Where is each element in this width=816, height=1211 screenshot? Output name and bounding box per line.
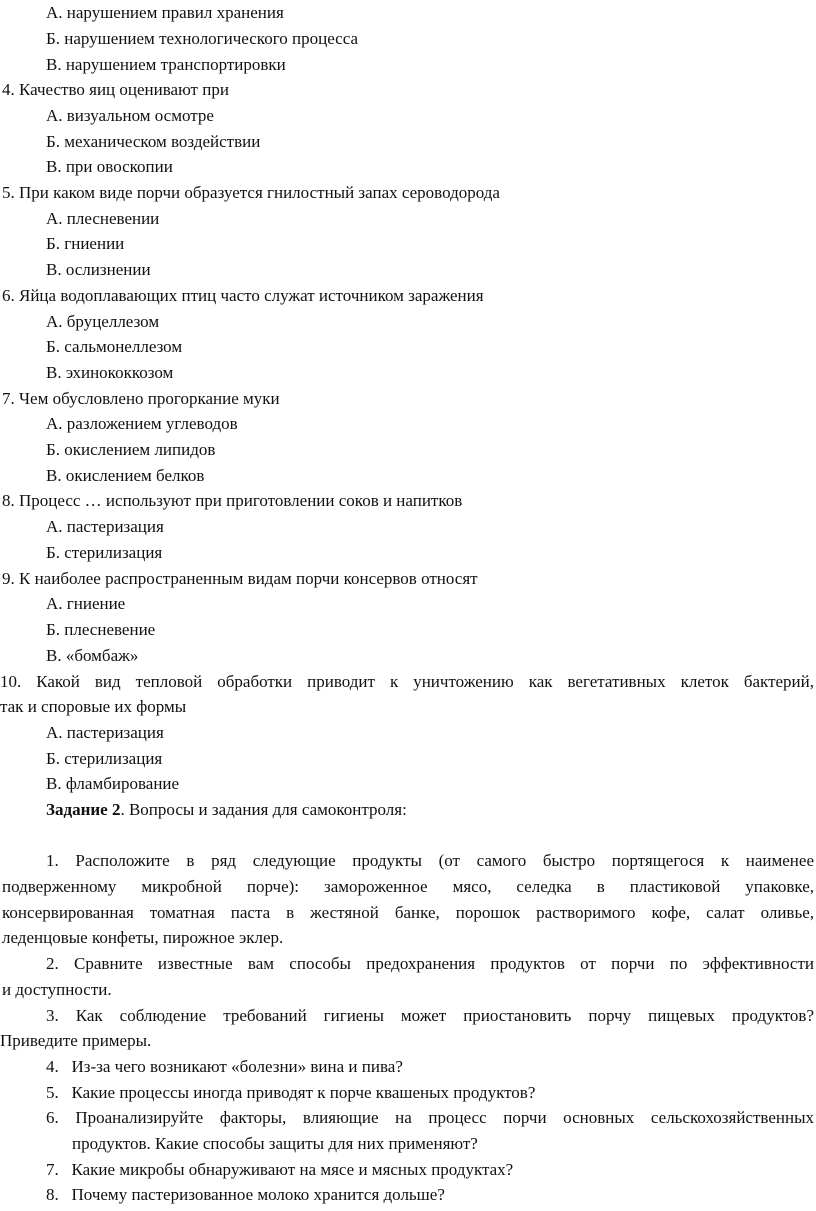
task2-heading-bold: Задание 2 xyxy=(46,800,121,819)
item1-text-line1: Расположите в ряд следующие продукты (от самого быстро портящегося к наименее xyxy=(75,851,814,870)
q4-option-b: Б. механическом воздействии xyxy=(46,132,261,151)
q7-option-c: В. окислением белков xyxy=(46,466,205,485)
item4-number: 4. xyxy=(46,1057,59,1076)
item6-line1 xyxy=(46,1106,814,1130)
item4-text: Из-за чего возникают «болезни» вина и пива? xyxy=(71,1057,403,1076)
item3-line1 xyxy=(46,1004,814,1028)
q4-option-a: А. визуальном осмотре xyxy=(46,106,214,125)
item5-number: 5. xyxy=(46,1083,59,1102)
item6-line2: продуктов. Какие способы защиты для них применяют? xyxy=(72,1134,478,1153)
item2-text-line1: Сравните известные вам способы предохранения продуктов от порчи по эффективности xyxy=(74,954,814,973)
item1-line4: леденцовые конфеты, пирожное эклер. xyxy=(2,928,284,947)
item2-line1 xyxy=(46,952,814,976)
q9-question: 9. К наиболее распространенным видам порчи консервов относят xyxy=(2,569,478,588)
item7-text: Какие микробы обнаруживают на мясе и мясных продуктах? xyxy=(71,1160,514,1179)
q3-option-b: Б. нарушением технологического процесса xyxy=(46,29,359,48)
q3-option-a: А. нарушением правил хранения xyxy=(46,3,284,22)
q10-question-line2: так и споровые их формы xyxy=(0,697,187,716)
q10-option-a: А. пастеризация xyxy=(46,723,164,742)
item7-number: 7. xyxy=(46,1160,59,1179)
q7-option-a: А. разложением углеводов xyxy=(46,414,238,433)
item1-line3: консервированная томатная паста в жестяной банке, порошок растворимого кофе, салат оливье, xyxy=(2,903,814,922)
item4 xyxy=(46,1055,403,1079)
q8-option-a: А. пастеризация xyxy=(46,517,164,536)
q5-option-a: А. плесневении xyxy=(46,209,160,228)
item5 xyxy=(46,1081,535,1105)
q6-question: 6. Яйца водоплавающих птиц часто служат источником заражения xyxy=(2,286,484,305)
q10-option-c: В. фламбирование xyxy=(46,774,180,793)
q8-option-b: Б. стерилизация xyxy=(46,543,163,562)
item1-line2: подверженному микробной порче): замороженное мясо, селедка в пластиковой упаковке, xyxy=(2,877,814,896)
item1-line1 xyxy=(46,849,814,873)
q6-option-b: Б. сальмонеллезом xyxy=(46,337,183,356)
q6-option-c: В. эхинококкозом xyxy=(46,363,174,382)
q9-option-b: Б. плесневение xyxy=(46,620,156,639)
item8-text: Почему пастеризованное молоко хранится дольше? xyxy=(71,1185,445,1204)
q5-question: 5. При каком виде порчи образуется гнилостный запах сероводорода xyxy=(2,183,500,202)
q7-option-b: Б. окислением липидов xyxy=(46,440,216,459)
item6-text-line1: Проанализируйте факторы, влияющие на процесс порчи основных сельскохозяйственных xyxy=(75,1108,814,1127)
q5-option-b: Б. гниении xyxy=(46,234,125,253)
item7 xyxy=(46,1158,513,1182)
item3-number: 3. xyxy=(46,1006,59,1025)
q9-option-a: А. гниение xyxy=(46,594,126,613)
q7-question: 7. Чем обусловлено прогоркание муки xyxy=(2,389,280,408)
q8-question: 8. Процесс … используют при приготовлении соков и напитков xyxy=(2,491,463,510)
q3-option-c: В. нарушением транспортировки xyxy=(46,55,286,74)
task2-heading xyxy=(46,798,407,822)
item1-number: 1. xyxy=(46,851,59,870)
item6-number: 6. xyxy=(46,1108,59,1127)
q4-option-c: В. при овоскопии xyxy=(46,157,173,176)
q6-option-a: А. бруцеллезом xyxy=(46,312,160,331)
item2-number: 2. xyxy=(46,954,59,973)
item3-line2: Приведите примеры. xyxy=(0,1031,152,1050)
item3-text-line1: Как соблюдение требований гигиены может приостановить порчу пищевых продуктов? xyxy=(75,1006,815,1025)
item8 xyxy=(46,1183,445,1207)
q4-question: 4. Качество яиц оценивают при xyxy=(2,80,229,99)
q10-option-b: Б. стерилизация xyxy=(46,749,163,768)
item5-text: Какие процессы иногда приводят к порче квашеных продуктов? xyxy=(71,1083,536,1102)
item8-number: 8. xyxy=(46,1185,59,1204)
q5-option-c: В. ослизнении xyxy=(46,260,151,279)
q10-question-line1: 10. Какой вид тепловой обработки приводит к уничтожению как вегетативных клеток бактерий, xyxy=(0,672,814,691)
item2-line2: и доступности. xyxy=(2,980,112,999)
q9-option-c: В. «бомбаж» xyxy=(46,646,139,665)
task2-heading-rest: . Вопросы и задания для самоконтроля: xyxy=(120,800,407,819)
